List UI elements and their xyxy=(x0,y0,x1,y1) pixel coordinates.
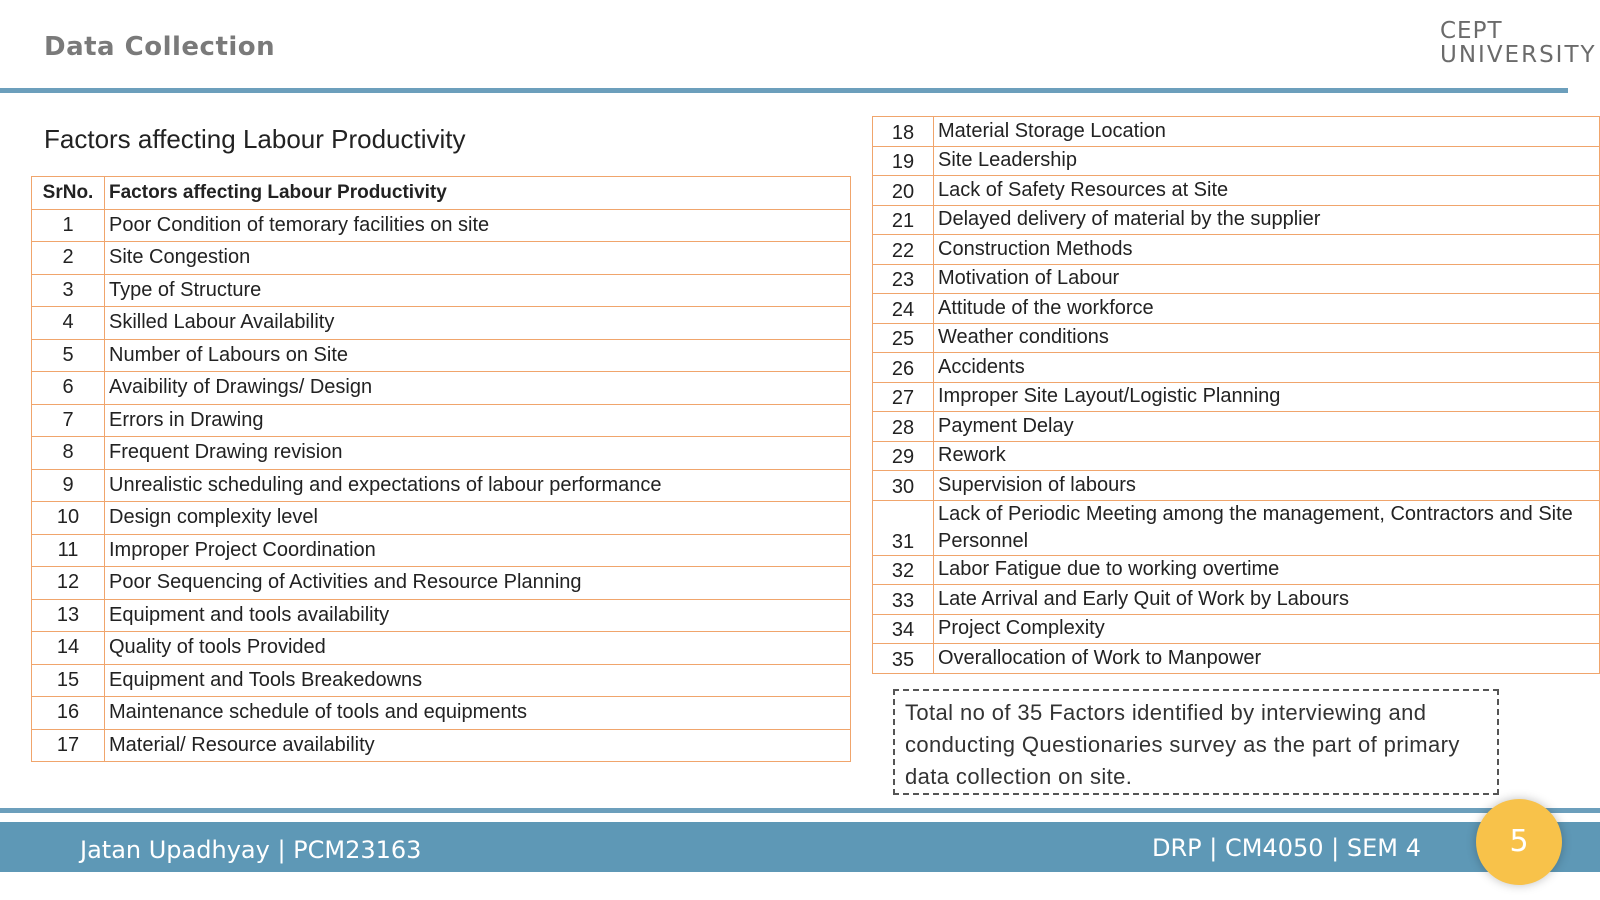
table-row xyxy=(32,502,851,535)
row-srno: 33 xyxy=(873,585,934,615)
summary-note: Total no of 35 Factors identified by interviewing and conducting Questionaries survey as the part of primary data collection on site. xyxy=(893,689,1499,795)
row-factor: Improper Site Layout/Logistic Planning xyxy=(934,382,1600,412)
table-row xyxy=(32,339,851,372)
row-srno: 17 xyxy=(32,729,105,762)
table-row xyxy=(32,274,851,307)
slide-title: Data Collection xyxy=(44,32,276,62)
row-srno: 18 xyxy=(873,117,934,147)
table-row xyxy=(32,697,851,730)
row-factor: Accidents xyxy=(934,353,1600,383)
row-srno: 35 xyxy=(873,644,934,674)
row-factor: Rework xyxy=(934,441,1600,471)
row-srno: 21 xyxy=(873,205,934,235)
row-srno: 15 xyxy=(32,664,105,697)
row-srno: 3 xyxy=(32,274,105,307)
row-factor: Design complexity level xyxy=(105,502,851,535)
footer-course: DRP | CM4050 | SEM 4 xyxy=(1152,834,1421,862)
row-srno: 10 xyxy=(32,502,105,535)
table-row xyxy=(32,209,851,242)
table-row xyxy=(873,323,1600,353)
row-factor: Weather conditions xyxy=(934,323,1600,353)
row-factor: Equipment and tools availability xyxy=(105,599,851,632)
table-row xyxy=(873,441,1600,471)
table-row xyxy=(32,437,851,470)
row-factor: Lack of Safety Resources at Site xyxy=(934,176,1600,206)
table-row xyxy=(873,117,1600,147)
table-row xyxy=(873,614,1600,644)
row-srno: 11 xyxy=(32,534,105,567)
table-row xyxy=(32,404,851,437)
row-factor: Labor Fatigue due to working overtime xyxy=(934,555,1600,585)
row-srno: 1 xyxy=(32,209,105,242)
srno-column-header: SrNo. xyxy=(32,177,105,210)
factors-table-left xyxy=(31,176,851,762)
row-factor: Construction Methods xyxy=(934,235,1600,265)
table-row xyxy=(873,412,1600,442)
row-factor: Material Storage Location xyxy=(934,117,1600,147)
row-srno: 19 xyxy=(873,146,934,176)
factors-table-right xyxy=(872,116,1600,674)
table-row xyxy=(873,264,1600,294)
row-factor: Site Leadership xyxy=(934,146,1600,176)
table-row xyxy=(32,242,851,275)
row-srno: 4 xyxy=(32,307,105,340)
row-factor: Skilled Labour Availability xyxy=(105,307,851,340)
row-factor: Errors in Drawing xyxy=(105,404,851,437)
row-srno: 24 xyxy=(873,294,934,324)
table-row xyxy=(873,555,1600,585)
row-factor: Poor Condition of temorary facilities on site xyxy=(105,209,851,242)
row-srno: 6 xyxy=(32,372,105,405)
row-factor: Avaibility of Drawings/ Design xyxy=(105,372,851,405)
row-srno: 34 xyxy=(873,614,934,644)
table-row xyxy=(32,599,851,632)
table-row xyxy=(873,585,1600,615)
row-factor: Payment Delay xyxy=(934,412,1600,442)
row-srno: 26 xyxy=(873,353,934,383)
table-row xyxy=(32,372,851,405)
row-srno: 23 xyxy=(873,264,934,294)
logo-line-2: UNIVERSITY xyxy=(1440,42,1597,68)
page-number: 5 xyxy=(1476,799,1562,885)
factor-column-header: Factors affecting Labour Productivity xyxy=(105,177,851,210)
row-srno: 28 xyxy=(873,412,934,442)
table-row xyxy=(32,567,851,600)
table-row xyxy=(32,664,851,697)
row-srno: 16 xyxy=(32,697,105,730)
table-row xyxy=(873,146,1600,176)
row-factor: Frequent Drawing revision xyxy=(105,437,851,470)
table-row xyxy=(873,500,1600,555)
table-row xyxy=(873,382,1600,412)
row-srno: 9 xyxy=(32,469,105,502)
logo-line-1: CEPT xyxy=(1440,18,1503,44)
row-factor: Equipment and Tools Breakedowns xyxy=(105,664,851,697)
row-factor: Overallocation of Work to Manpower xyxy=(934,644,1600,674)
table-row xyxy=(873,353,1600,383)
table-row xyxy=(873,294,1600,324)
university-logo xyxy=(1440,20,1597,67)
row-srno: 27 xyxy=(873,382,934,412)
header-divider xyxy=(0,88,1568,93)
row-srno: 14 xyxy=(32,632,105,665)
table-row xyxy=(873,205,1600,235)
table-row xyxy=(32,632,851,665)
row-srno: 22 xyxy=(873,235,934,265)
row-srno: 8 xyxy=(32,437,105,470)
table-row xyxy=(873,235,1600,265)
table-row xyxy=(32,534,851,567)
row-factor: Motivation of Labour xyxy=(934,264,1600,294)
row-srno: 25 xyxy=(873,323,934,353)
row-factor: Type of Structure xyxy=(105,274,851,307)
row-factor: Quality of tools Provided xyxy=(105,632,851,665)
row-srno: 13 xyxy=(32,599,105,632)
footer-author: Jatan Upadhyay | PCM23163 xyxy=(80,836,422,864)
row-srno: 2 xyxy=(32,242,105,275)
row-srno: 32 xyxy=(873,555,934,585)
table-header-row xyxy=(32,177,851,210)
row-factor: Late Arrival and Early Quit of Work by Labours xyxy=(934,585,1600,615)
table-row xyxy=(873,471,1600,501)
table-row xyxy=(873,176,1600,206)
row-factor: Material/ Resource availability xyxy=(105,729,851,762)
table-row xyxy=(873,644,1600,674)
footer-divider xyxy=(0,808,1600,813)
row-factor: Number of Labours on Site xyxy=(105,339,851,372)
row-factor: Maintenance schedule of tools and equipments xyxy=(105,697,851,730)
row-srno: 7 xyxy=(32,404,105,437)
table-row xyxy=(32,469,851,502)
row-factor: Unrealistic scheduling and expectations of labour performance xyxy=(105,469,851,502)
row-factor: Lack of Periodic Meeting among the management, Contractors and Site Personnel xyxy=(934,500,1600,555)
row-srno: 12 xyxy=(32,567,105,600)
row-srno: 29 xyxy=(873,441,934,471)
row-factor: Project Complexity xyxy=(934,614,1600,644)
row-srno: 5 xyxy=(32,339,105,372)
row-factor: Supervision of labours xyxy=(934,471,1600,501)
section-subtitle: Factors affecting Labour Productivity xyxy=(44,124,466,154)
row-factor: Site Congestion xyxy=(105,242,851,275)
row-factor: Poor Sequencing of Activities and Resource Planning xyxy=(105,567,851,600)
row-factor: Improper Project Coordination xyxy=(105,534,851,567)
row-factor: Attitude of the workforce xyxy=(934,294,1600,324)
row-srno: 20 xyxy=(873,176,934,206)
row-srno: 31 xyxy=(873,500,934,555)
table-row xyxy=(32,729,851,762)
table-row xyxy=(32,307,851,340)
row-srno: 30 xyxy=(873,471,934,501)
row-factor: Delayed delivery of material by the supplier xyxy=(934,205,1600,235)
